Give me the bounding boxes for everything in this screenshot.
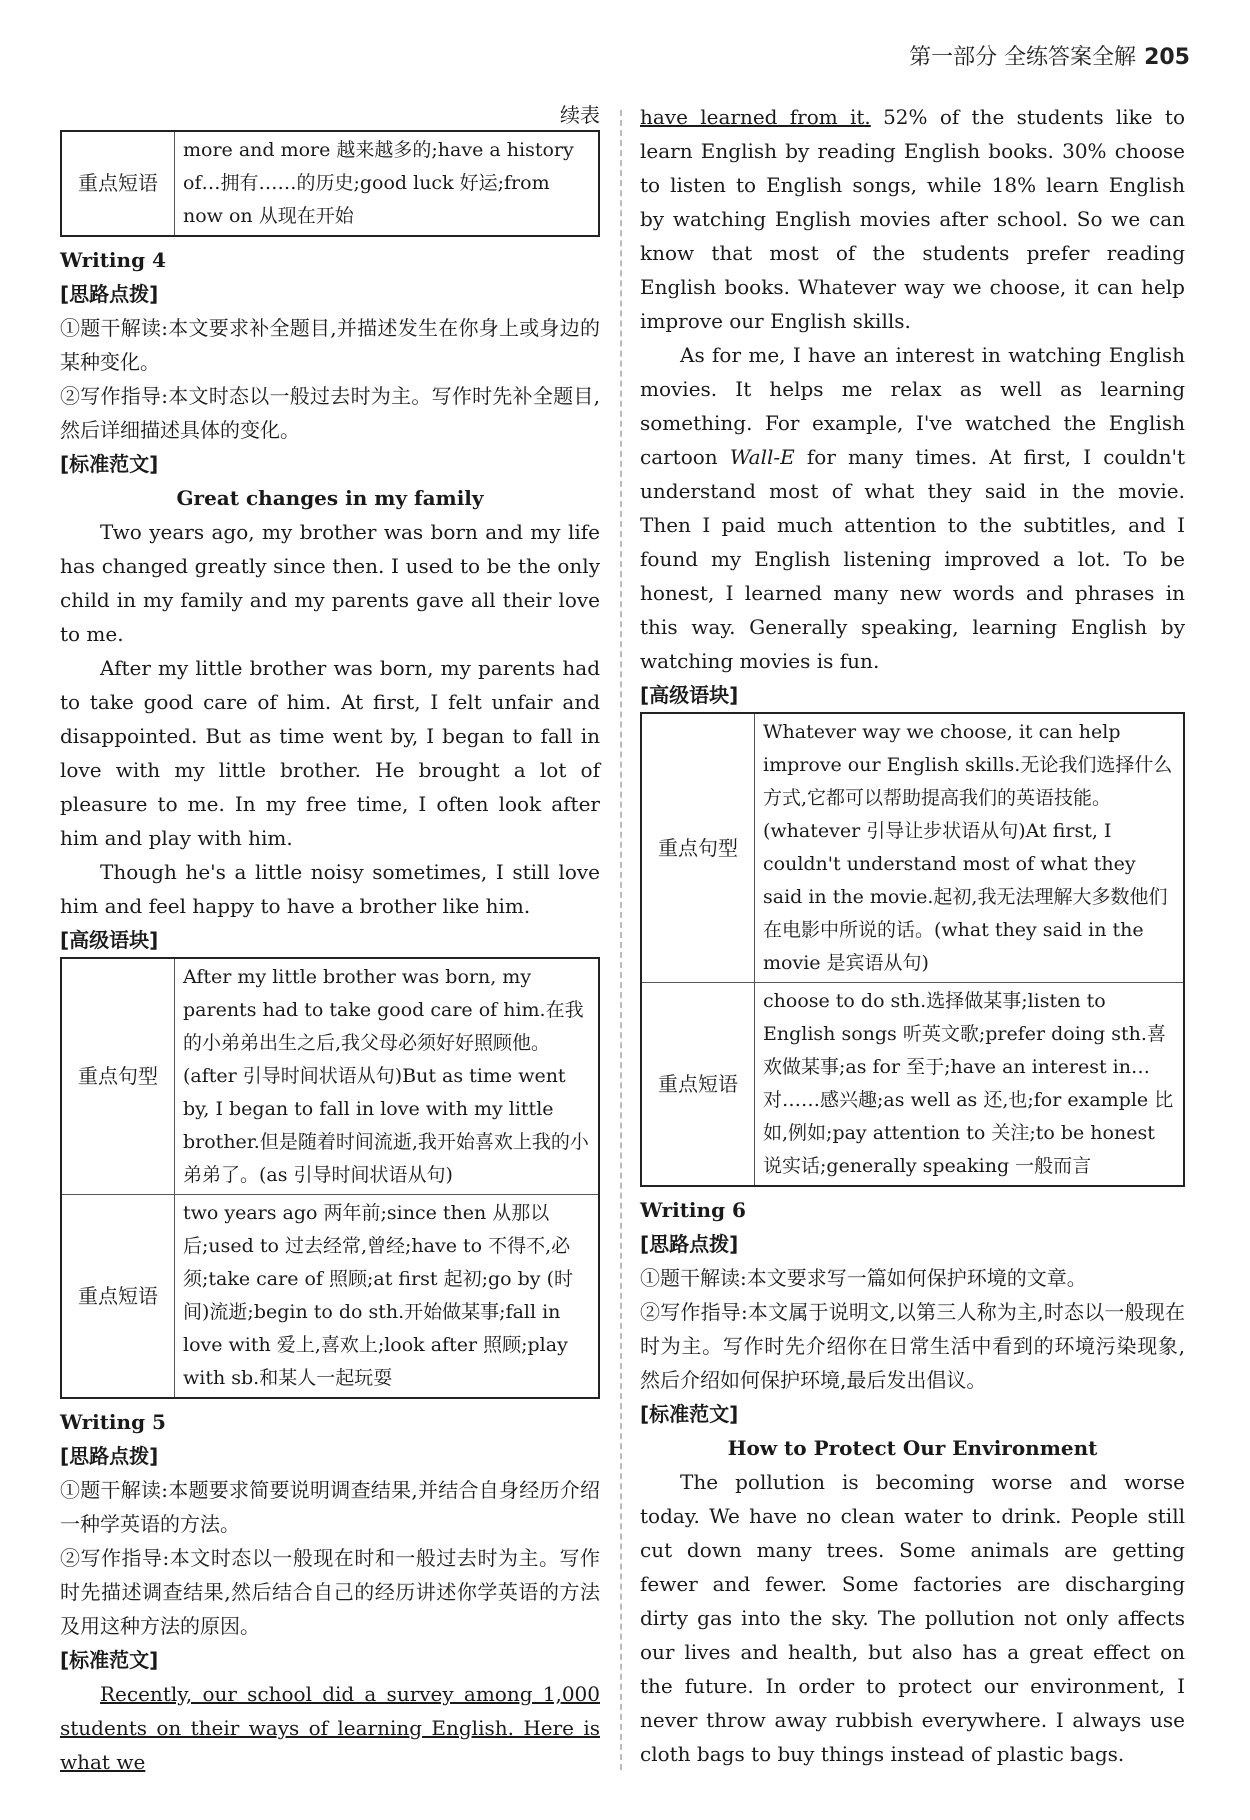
table-row	[61, 958, 599, 1195]
w6-tip-1: ①题干解读:本文要求写一篇如何保护环境的文章。	[640, 1266, 1087, 1290]
w4-advanced-table	[60, 957, 600, 1399]
table-content: choose to do sth.选择做某事;listen to English songs 听英文歌;prefer doing sth.喜欢做某事;as for 至于;have an interest in…对……感兴趣;as well as 还,也;for example 比如,例如;pay attention to 关注;to be honest 说实话;generally speaking 一般而言	[755, 983, 1185, 1187]
movie-title: Wall-E	[729, 445, 795, 469]
w5-paragraph-1-start: Recently, our school did a survey among 1,000 students on their ways of learning English. Here is what we	[60, 1682, 600, 1774]
table-row	[61, 1195, 599, 1399]
right-column	[640, 100, 1185, 1771]
w4-essay-title: Great changes in my family	[176, 486, 484, 510]
header-section: 第一部分 全练答案全解	[909, 45, 1137, 70]
table-row	[61, 131, 599, 236]
table-content: more and more 越来越多的;have a history of…拥有……的历史;good luck 好运;from now on 从现在开始	[175, 131, 600, 236]
table-content: Whatever way we choose, it can help improve our English skills.无论我们选择什么方式,它都可以帮助提高我们的英语技能。(whatever 引导让步状语从句)At first, I couldn't understand most of what they said in the movie.起初,我无法理解大多数他们在电影中所说的话。(what they said in the movie 是宾语从句)	[755, 713, 1185, 983]
w6-tips-heading: [思路点拨]	[640, 1232, 739, 1256]
table-row	[641, 713, 1184, 983]
w5-advanced-heading: [高级语块]	[640, 683, 739, 707]
w4-model-heading: [标准范文]	[60, 452, 159, 476]
w4-tips-heading: [思路点拨]	[60, 282, 159, 306]
table-label: 重点句型	[61, 958, 175, 1195]
table-content: two years ago 两年前;since then 从那以后;used to 过去经常,曾经;have to 不得不,必须;take care of 照顾;at first 起初;go by (时间)流逝;begin to do sth.开始做某事;fall in love with 爱上,喜欢上;look after 照顾;play with sb.和某人一起玩耍	[175, 1195, 600, 1399]
left-column	[60, 100, 600, 1779]
table-content: After my little brother was born, my parents had to take good care of him.在我的小弟弟出生之后,我父母必须好好照顾他。(after 引导时间状语从句)But as time went by, I began to fall in love with my little brother.但是随着时间流逝,我开始喜欢上我的小弟弟了。(as 引导时间状语从句)	[175, 958, 600, 1195]
paragraph-text: 52% of the students like to learn English by reading English books. 30% choose to listen to English songs, while 18% learn English by watching English movies after school. So we can know that most of the students prefer reading English books. Whatever way we choose, it can help improve our English skills.	[640, 105, 1185, 333]
writing-4-title: Writing 4	[60, 248, 166, 272]
continued-label: 续表	[560, 103, 600, 127]
underlined-text: have learned from it.	[640, 105, 871, 129]
table-label: 重点句型	[641, 713, 755, 983]
writing-6-title: Writing 6	[640, 1198, 746, 1222]
w4-paragraph-1: Two years ago, my brother was born and my life has changed greatly since then. I used to be the only child in my family and my parents gave all their love to me.	[60, 520, 600, 646]
table-label: 重点短语	[641, 983, 755, 1187]
w5-paragraph-2	[640, 338, 1185, 678]
table-label: 重点短语	[61, 1195, 175, 1399]
w5-paragraph-1-cont	[640, 100, 1185, 338]
w4-tip-2: ②写作指导:本文时态以一般过去时为主。写作时先补全题目,然后详细描述具体的变化。	[60, 384, 600, 442]
w4-tip-1: ①题干解读:本文要求补全题目,并描述发生在你身上或身边的某种变化。	[60, 316, 600, 374]
phrase-table-continued	[60, 130, 600, 237]
w5-tip-1: ①题干解读:本题要求简要说明调查结果,并结合自身经历介绍一种学英语的方法。	[60, 1478, 600, 1536]
w6-essay-title: How to Protect Our Environment	[727, 1436, 1098, 1460]
w4-paragraph-2: After my little brother was born, my parents had to take good care of him. At first, I felt unfair and disappointed. But as time went by, I began to fall in love with my little brother. He brought a lot of pleasure to me. In my free time, I often look after him and play with him.	[60, 656, 600, 850]
w5-tip-2: ②写作指导:本文时态以一般现在时和一般过去时为主。写作时先描述调查结果,然后结合自己的经历讲述你学英语的方法及用这种方法的原因。	[60, 1546, 600, 1638]
w6-model-heading: [标准范文]	[640, 1402, 739, 1426]
page-number: 205	[1144, 45, 1190, 70]
paragraph-text: As for me, I have an interest in watching English movies. It helps me relax as well as learning something. For example, I've watched the English cartoon	[640, 343, 1185, 469]
column-divider	[620, 110, 622, 1770]
writing-5-title: Writing 5	[60, 1410, 166, 1434]
table-row	[641, 983, 1184, 1187]
paragraph-text: for many times. At first, I couldn't understand most of what they said in the movie. Then I paid much attention to the subtitles, and I found my English listening improved a lot. To be honest, I learned many new words and phrases in this way. Generally speaking, learning English by watching movies is fun.	[640, 445, 1185, 673]
w5-model-heading: [标准范文]	[60, 1648, 159, 1672]
w4-paragraph-3: Though he's a little noisy sometimes, I still love him and feel happy to have a brother like him.	[60, 860, 600, 918]
page-header	[909, 40, 1190, 71]
w5-tips-heading: [思路点拨]	[60, 1444, 159, 1468]
w6-paragraph-1: The pollution is becoming worse and worse today. We have no clean water to drink. People still cut down many trees. Some animals are getting fewer and fewer. Some factories are discharging dirty gas into the sky. The pollution not only affects our lives and health, but also has a great effect on the future. In order to protect our environment, I never throw away rubbish everywhere. I always use cloth bags to buy things instead of plastic bags.	[640, 1470, 1185, 1766]
w4-advanced-heading: [高级语块]	[60, 928, 159, 952]
w6-tip-2: ②写作指导:本文属于说明文,以第三人称为主,时态以一般现在时为主。写作时先介绍你在日常生活中看到的环境污染现象,然后介绍如何保护环境,最后发出倡议。	[640, 1300, 1185, 1392]
table-label: 重点短语	[61, 131, 175, 236]
w5-advanced-table	[640, 712, 1185, 1187]
